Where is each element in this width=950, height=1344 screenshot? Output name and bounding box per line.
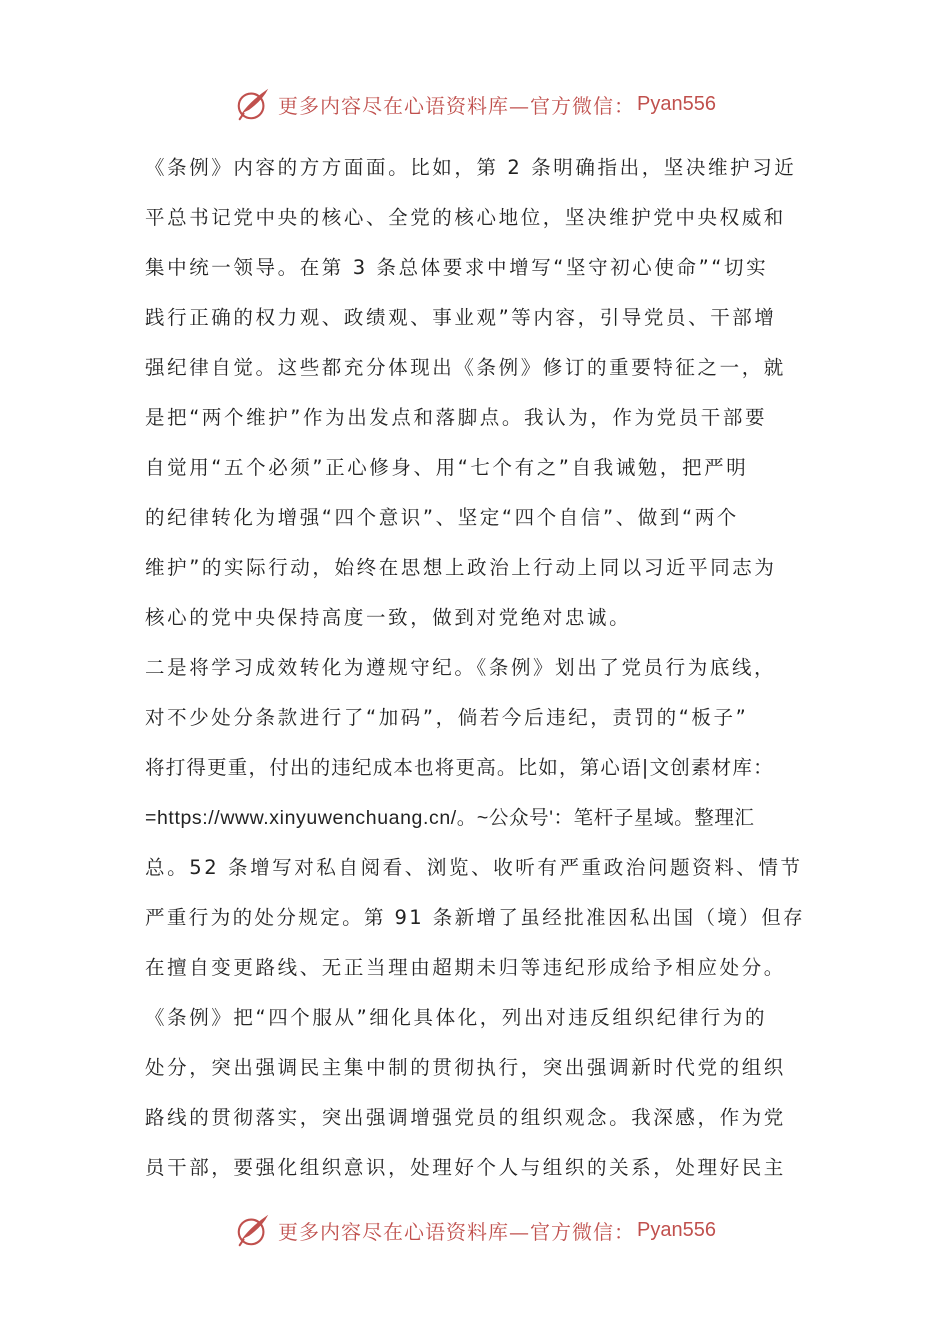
watermark-wechat-id: Pyan556 [637, 1218, 716, 1241]
text-line: 二是将学习成效转化为遵规守纪。《条例》划出了党员行为底线， [145, 656, 777, 679]
text-line: 员干部，要强化组织意识，处理好个人与组织的关系，处理好民主 [145, 1156, 786, 1179]
text-line: 践行正确的权力观、政绩观、事业观”等内容，引导党员、干部增 [145, 306, 777, 329]
text-line: 在擅自变更路线、无正当理由超期未归等违纪形成给予相应处分。 [145, 956, 786, 979]
text-line: 对不少处分条款进行了“加码”，倘若今后违纪，责罚的“板子” [145, 706, 749, 729]
watermark-text: 更多内容尽在心语资料库—官方微信： [278, 1219, 636, 1244]
text-line: 的纪律转化为增强“四个意识”、坚定“四个自信”、做到“两个 [145, 506, 739, 529]
watermark-wechat-id: Pyan556 [637, 92, 716, 115]
quill-pen-circle-icon [234, 1211, 272, 1249]
text-line: 《条例》把“四个服从”细化具体化，列出对违反组织纪律行为的 [145, 1006, 768, 1029]
text-line: 自觉用“五个必须”正心修身、用“七个有之”自我诫勉，把严明 [145, 456, 749, 479]
watermark-text: 更多内容尽在心语资料库—官方微信： [278, 93, 636, 118]
text-line: 严重行为的处分规定。第 91 条新增了虽经批准因私出国（境）但存 [145, 906, 806, 929]
text-line: 总。52 条增写对私自阅看、浏览、收听有严重政治问题资料、情节 [145, 856, 803, 879]
text-line: 平总书记党中央的核心、全党的核心地位，坚决维护党中央权威和 [145, 206, 786, 229]
text-line: 核心的党中央保持高度一致，做到对党绝对忠诚。 [145, 606, 632, 629]
footer-watermark [0, 1210, 950, 1250]
text-line: =https://www.xinyuwenchuang.cn/。~公众号'：笔杆子星域。整理汇 [145, 807, 755, 829]
text-line: 将打得更重，付出的违纪成本也将更高。比如，第心语|文创素材库： [145, 756, 774, 779]
text-line: 是把“两个维护”作为出发点和落脚点。我认为，作为党员干部要 [145, 406, 768, 429]
text-line: 处分，突出强调民主集中制的贯彻执行，突出强调新时代党的组织 [145, 1056, 786, 1079]
text-line: 集中统一领导。在第 3 条总体要求中增写“坚守初心使命”“切实 [145, 256, 769, 279]
text-line: 维护”的实际行动，始终在思想上政治上行动上同以习近平同志为 [145, 556, 777, 579]
header-watermark [0, 84, 950, 124]
text-line: 路线的贯彻落实，突出强调增强党员的组织观念。我深感，作为党 [145, 1106, 786, 1129]
document-body [145, 150, 810, 1200]
text-line: 强纪律自觉。这些都充分体现出《条例》修订的重要特征之一，就 [145, 356, 786, 379]
quill-pen-circle-icon [234, 85, 272, 123]
text-line: 《条例》内容的方方面面。比如，第 2 条明确指出，坚决维护习近 [145, 156, 797, 179]
